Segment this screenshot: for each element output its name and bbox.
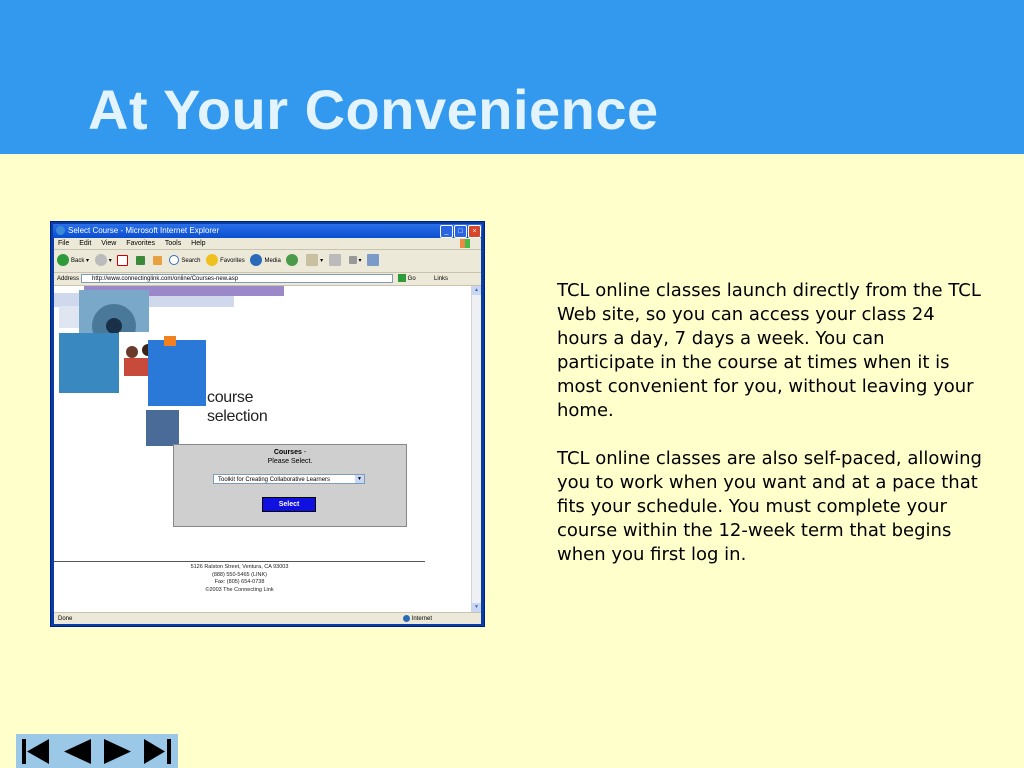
browser-screenshot xyxy=(50,221,485,627)
please-select-label: Please Select. xyxy=(267,458,313,465)
browser-toolbar: Back ▾ ▾ Search Favorites Media ▾ ▾ xyxy=(54,250,481,273)
browser-statusbar xyxy=(54,612,481,625)
page-footer xyxy=(54,564,425,594)
slide-body xyxy=(557,279,987,591)
body-paragraph-2: TCL online classes are also self-paced, allowing you to work when you want and at a pace that fits your schedule. You must complete your course within the 12-week term that begins when you first log in. xyxy=(557,448,982,565)
footer-divider xyxy=(54,561,425,562)
menu-favorites: Favorites xyxy=(126,240,156,247)
next-slide-icon xyxy=(98,734,138,768)
mail-icon xyxy=(306,254,318,266)
previous-slide-button[interactable] xyxy=(57,734,97,768)
last-slide-icon xyxy=(139,734,179,768)
scroll-up-icon: ▲ xyxy=(472,286,481,295)
go-button xyxy=(398,273,416,285)
media-icon xyxy=(250,254,262,266)
footer-copyright: ©2003 The Connecting Link xyxy=(205,586,274,593)
search-label: Search xyxy=(181,258,201,264)
course-heading-line1: course xyxy=(207,389,254,406)
menu-help: Help xyxy=(191,240,206,247)
slide-title: At Your Convenience xyxy=(88,78,659,141)
browser-window-title: Select Course - Microsoft Internet Explorer xyxy=(68,226,220,235)
history-icon xyxy=(286,254,298,266)
links-label: Links xyxy=(434,276,449,282)
menu-file: File xyxy=(58,240,70,247)
body-paragraph-1: TCL online classes launch directly from the TCL Web site, so you can access your class 24 hours a day, 7 days a week. You can participate in the course at times when it is most convenient for you, without leaving your home. xyxy=(557,280,981,421)
course-select-box xyxy=(173,444,407,527)
first-slide-button[interactable] xyxy=(16,734,56,768)
slide-navigation xyxy=(16,734,178,768)
courses-label: Courses xyxy=(273,449,302,456)
back-icon xyxy=(57,254,69,266)
address-label: Address xyxy=(57,276,80,282)
home-icon xyxy=(153,256,162,265)
address-input: http://www.connectinglink.com/online/Courses-new.asp xyxy=(81,274,393,283)
zone-label: Internet xyxy=(411,616,433,622)
footer-phone: (888) 550-5465 (LINK) xyxy=(211,571,268,578)
title-band xyxy=(0,0,1024,154)
footer-fax: Fax: (805) 654-0738 xyxy=(214,579,265,585)
menu-edit: Edit xyxy=(79,240,92,247)
windows-logo-icon xyxy=(460,239,470,248)
browser-menubar xyxy=(54,238,481,250)
favorites-label: Favorites xyxy=(220,258,245,264)
stop-icon xyxy=(117,255,128,266)
status-done: Done xyxy=(58,616,73,622)
chevron-down-icon: ▼ xyxy=(355,475,364,483)
menu-view: View xyxy=(101,240,117,247)
next-slide-button[interactable] xyxy=(98,734,138,768)
messenger-icon xyxy=(367,254,379,266)
back-label: Back xyxy=(71,258,85,264)
media-label: Media xyxy=(264,258,281,264)
edit-icon xyxy=(349,256,357,264)
go-arrow-icon xyxy=(398,274,406,282)
scroll-down-icon: ▼ xyxy=(472,603,481,612)
footer-address: 5126 Ralston Street, Ventura, CA 93003 xyxy=(190,564,289,570)
course-selection-heading xyxy=(207,388,267,426)
courses-suffix: - xyxy=(303,449,307,456)
course-dropdown xyxy=(213,474,365,484)
last-slide-button[interactable] xyxy=(139,734,179,768)
minimize-icon: _ xyxy=(440,225,453,238)
favorites-star-icon xyxy=(206,254,218,266)
address-bar xyxy=(54,273,481,286)
web-page xyxy=(54,286,481,612)
selected-course: Toolkit for Creating Collaborative Learners xyxy=(218,477,331,483)
search-icon xyxy=(169,255,179,265)
close-icon: × xyxy=(468,225,481,238)
refresh-icon xyxy=(136,256,145,265)
go-label: Go xyxy=(407,276,416,282)
first-slide-icon xyxy=(16,734,56,768)
browser-scrollbar xyxy=(471,286,481,612)
select-button: Select xyxy=(262,497,316,512)
course-heading-line2: selection xyxy=(207,408,268,425)
previous-slide-icon xyxy=(57,734,97,768)
browser-titlebar xyxy=(53,224,482,238)
internet-zone-icon xyxy=(403,615,410,622)
forward-icon xyxy=(95,254,107,266)
menu-tools: Tools xyxy=(164,240,182,247)
print-icon xyxy=(329,254,341,266)
ie-logo-icon xyxy=(56,226,65,235)
maximize-icon: □ xyxy=(454,225,467,238)
